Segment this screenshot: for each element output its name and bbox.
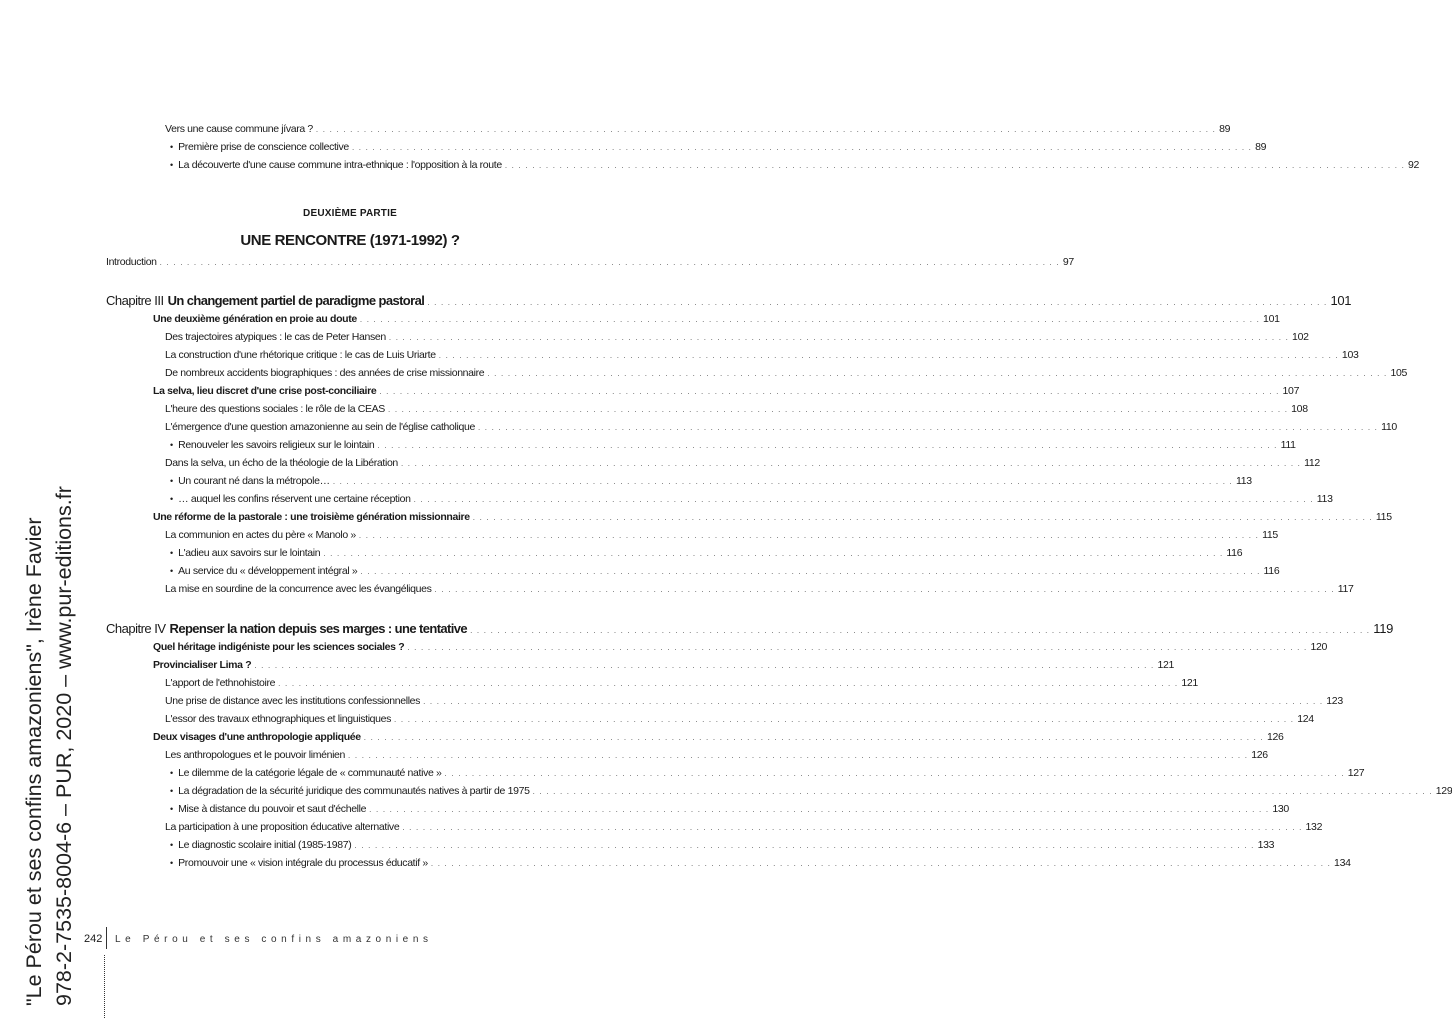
dot-leader: . . . . . . . . . . . . . . . . . . . . . . . . . . . . . . . . . . . . . . . . . . . . . . . . . . . . . . . . . . . . . . . . . . . . . . . . . . . . . . . . . . . . . . . . . . . . . . . . . . . . . . . . . . . . . . . . . . . . . . . . . . . . . . . . . . . . bbox=[430, 859, 1332, 868]
toc-entry-page: 120 bbox=[1310, 641, 1328, 653]
dot-leader: . . . . . . . . . . . . . . . . . . . . . . . . . . . . . . . . . . . . . . . . . . . . . . . . . . . . . . . . . . . . . . . . . . . . . . . . . . . . . . . . . . . . . . . . . . . . . . . . . . . . . . . . . . . . . . . . . . . . . . . . . . . . . . . . . . . . bbox=[315, 125, 1217, 134]
toc-entry-label: La découverte d'une cause commune intra-ethnique : l'opposition à la route bbox=[178, 159, 502, 171]
toc-entry bbox=[165, 348, 1359, 363]
dot-leader: . . . . . . . . . . . . . . . . . . . . . . . . . . . . . . . . . . . . . . . . . . . . . . . . . . . . . . . . . . . . . . . . . . . . . . . . . . . . . . . . . . . . . . . . . . . . . . . . . . . . . . . . . . . . . . . . . . . . . . . . . . . . . . . . . . . . bbox=[354, 841, 1255, 850]
toc-entry-label: L'émergence d'une question amazonienne au sein de l'église catholique bbox=[165, 421, 475, 433]
toc-entry-label: Renouveler les savoirs religieux sur le lointain bbox=[178, 439, 375, 451]
toc-entry bbox=[170, 564, 1280, 579]
toc-entry-page: 97 bbox=[1062, 256, 1074, 268]
toc-entry-label: L'apport de l'ethnohistoire bbox=[165, 677, 276, 689]
part-title: UNE RENCONTRE (1971-1992) ? bbox=[240, 232, 460, 249]
toc-entry-label: Un courant né dans la métropole… bbox=[178, 475, 330, 487]
dot-leader: . . . . . . . . . . . . . . . . . . . . . . . . . . . . . . . . . . . . . . . . . . . . . . . . . . . . . . . . . . . . . . . . . . . . . . . . . . . . . . . . . . . . . . . . . . . . . . . . . . . . . . . . . . . . . . . . . . . . . . . . . . . . . . . . . . . . bbox=[278, 679, 1179, 688]
toc-entry-page: 105 bbox=[1390, 367, 1408, 379]
chapter-number: Chapitre IV bbox=[106, 621, 166, 636]
toc-entry bbox=[170, 766, 1365, 781]
dot-leader: . . . . . . . . . . . . . . . . . . . . . . . . . . . . . . . . . . . . . . . . . . . . . . . . . . . . . . . . . . . . . . . . . . . . . . . . . . . . . . . . . . . . . . . . . . . . . . . . . . . . . . . . . . . . . . . . . . . . . . . . . . . . . . . . . . . . bbox=[159, 258, 1060, 267]
toc-entry-label: La communion en actes du père « Manolo » bbox=[165, 529, 356, 541]
toc-entry-page: 113 bbox=[1316, 493, 1333, 505]
part-label: DEUXIÈME PARTIE bbox=[303, 208, 397, 219]
toc-entry-label: Une prise de distance avec les institutions confessionnelles bbox=[165, 695, 421, 707]
bullet-icon: • bbox=[170, 160, 174, 170]
toc-entry-label: Introduction bbox=[106, 256, 157, 268]
toc-entry bbox=[170, 474, 1252, 489]
bullet-icon: • bbox=[170, 840, 174, 850]
dot-leader: . . . . . . . . . . . . . . . . . . . . . . . . . . . . . . . . . . . . . . . . . . . . . . . . . . . . . . . . . . . . . . . . . . . . . . . . . . . . . . . . . . . . . . . . . . . . . . . . . . . . . . . . . . . . . . . . . . . . . . . . . . . . . . . . . . . . bbox=[427, 298, 1328, 307]
toc-entry-label: Vers une cause commune jívara ? bbox=[165, 123, 313, 135]
toc-entry-label: L'heure des questions sociales : le rôle de la CEAS bbox=[165, 403, 385, 415]
chapter-title: Un changement partiel de paradigme pastoral bbox=[167, 293, 425, 308]
toc-entry-label: La selva, lieu discret d'une crise post-conciliaire bbox=[153, 385, 377, 397]
dot-leader: . . . . . . . . . . . . . . . . . . . . . . . . . . . . . . . . . . . . . . . . . . . . . . . . . . . . . . . . . . . . . . . . . . . . . . . . . . . . . . . . . . . . . . . . . . . . . . . . . . . . . . . . . . . . . . . . . . . . . . . . . . . . . . . . . . . . bbox=[351, 143, 1253, 152]
toc-entry-label: La mise en sourdine de la concurrence avec les évangéliques bbox=[165, 583, 432, 595]
running-title: Le Pérou et ses confins amazoniens bbox=[115, 934, 433, 945]
toc-entry bbox=[170, 140, 1267, 155]
toc-entry-label: Au service du « développement intégral » bbox=[178, 565, 358, 577]
toc-entry-page: 121 bbox=[1157, 659, 1175, 671]
dot-leader: . . . . . . . . . . . . . . . . . . . . . . . . . . . . . . . . . . . . . . . . . . . . . . . . . . . . . . . . . . . . . . . . . . . . . . . . . . . . . . . . . . . . . . . . . . . . . . . . . . . . . . . . . . . . . . . . . . . . . . . . . . . . . . . . . . . . bbox=[444, 769, 1345, 778]
toc-entry-page: 133 bbox=[1257, 839, 1275, 851]
bullet-icon: • bbox=[170, 858, 174, 868]
dot-leader: . . . . . . . . . . . . . . . . . . . . . . . . . . . . . . . . . . . . . . . . . . . . . . . . . . . . . . . . . . . . . . . . . . . . . . . . . . . . . . . . . . . . . . . . . . . . . . . . . . . . . . . . . . . . . . . . . . . . . . . . . . . . . . . . . . . . bbox=[438, 351, 1339, 360]
toc-entry bbox=[165, 748, 1268, 763]
dot-leader: . . . . . . . . . . . . . . . . . . . . . . . . . . . . . . . . . . . . . . . . . . . . . . . . . . . . . . . . . . . . . . . . . . . . . . . . . . . . . . . . . . . . . . . . . . . . . . . . . . . . . . . . . . . . . . . . . . . . . . . . . . . . . . . . . . . . bbox=[423, 697, 1324, 706]
side-citation-line1: "Le Pérou et ses confins amazoniens", Irène Favier bbox=[22, 517, 46, 1006]
dot-leader: . . . . . . . . . . . . . . . . . . . . . . . . . . . . . . . . . . . . . . . . . . . . . . . . . . . . . . . . . . . . . . . . . . . . . . . . . . . . . . . . . . . . . . . . . . . . . . . . . . . . . . . . . . . . . . . . . . . . . . . . . . . . . . . . . . . . bbox=[402, 823, 1303, 832]
dot-leader: . . . . . . . . . . . . . . . . . . . . . . . . . . . . . . . . . . . . . . . . . . . . . . . . . . . . . . . . . . . . . . . . . . . . . . . . . . . . . . . . . . . . . . . . . . . . . . . . . . . . . . . . . . . . . . . . . . . . . . . . . . . . . . . . . . . . bbox=[388, 333, 1290, 342]
toc-entry bbox=[170, 438, 1296, 453]
dot-leader: . . . . . . . . . . . . . . . . . . . . . . . . . . . . . . . . . . . . . . . . . . . . . . . . . . . . . . . . . . . . . . . . . . . . . . . . . . . . . . . . . . . . . . . . . . . . . . . . . . . . . . . . . . . . . . . . . . . . . . . . . . . . . . . . . . . . bbox=[348, 751, 1249, 760]
page-number: 242 bbox=[84, 933, 103, 945]
toc-entry bbox=[165, 712, 1314, 727]
bullet-icon: • bbox=[170, 566, 174, 576]
toc-entry bbox=[170, 802, 1289, 817]
toc-entry-page: 110 bbox=[1381, 421, 1397, 433]
dot-leader: . . . . . . . . . . . . . . . . . . . . . . . . . . . . . . . . . . . . . . . . . . . . . . . . . . . . . . . . . . . . . . . . . . . . . . . . . . . . . . . . . . . . . . . . . . . . . . . . . . . . . . . . . . . . . . . . . . . . . . . . . . . . . . . . . . . . bbox=[532, 787, 1433, 796]
toc-entry-page: 101 bbox=[1263, 313, 1280, 325]
dot-leader: . . . . . . . . . . . . . . . . . . . . . . . . . . . . . . . . . . . . . . . . . . . . . . . . . . . . . . . . . . . . . . . . . . . . . . . . . . . . . . . . . . . . . . . . . . . . . . . . . . . . . . . . . . . . . . . . . . . . . . . . . . . . . . . . . . . . bbox=[477, 423, 1379, 432]
toc-entry bbox=[153, 730, 1284, 745]
toc-entry bbox=[153, 384, 1300, 399]
toc-entry-page: 107 bbox=[1282, 385, 1300, 397]
toc-entry-label: L'essor des travaux ethnographiques et linguistiques bbox=[165, 713, 392, 725]
toc-entry bbox=[153, 658, 1175, 673]
toc-entry bbox=[170, 838, 1275, 853]
toc-entry-label: Une réforme de la pastorale : une troisième génération missionnaire bbox=[153, 511, 470, 523]
toc-entry bbox=[153, 312, 1280, 327]
bullet-icon: • bbox=[170, 548, 174, 558]
dot-leader: . . . . . . . . . . . . . . . . . . . . . . . . . . . . . . . . . . . . . . . . . . . . . . . . . . . . . . . . . . . . . . . . . . . . . . . . . . . . . . . . . . . . . . . . . . . . . . . . . . . . . . . . . . . . . . . . . . . . . . . . . . . . . . . . . . . . bbox=[254, 661, 1155, 670]
dot-leader: . . . . . . . . . . . . . . . . . . . . . . . . . . . . . . . . . . . . . . . . . . . . . . . . . . . . . . . . . . . . . . . . . . . . . . . . . . . . . . . . . . . . . . . . . . . . . . . . . . . . . . . . . . . . . . . . . . . . . . . . . . . . . . . . . . . . bbox=[504, 161, 1405, 170]
dot-leader: . . . . . . . . . . . . . . . . . . . . . . . . . . . . . . . . . . . . . . . . . . . . . . . . . . . . . . . . . . . . . . . . . . . . . . . . . . . . . . . . . . . . . . . . . . . . . . . . . . . . . . . . . . . . . . . . . . . . . . . . . . . . . . . . . . . . bbox=[358, 531, 1260, 540]
toc-entry-page: 129 bbox=[1435, 785, 1452, 797]
toc-entry bbox=[165, 122, 1231, 137]
toc-entry-page: 92 bbox=[1408, 159, 1420, 171]
bullet-icon: • bbox=[170, 494, 174, 504]
toc-entry-label: Quel héritage indigéniste pour les sciences sociales ? bbox=[153, 641, 405, 653]
toc-entry bbox=[165, 528, 1278, 543]
toc-entry bbox=[165, 330, 1309, 345]
toc-entry bbox=[165, 456, 1320, 471]
toc-entry-page: 103 bbox=[1341, 349, 1359, 361]
chapter-page: 119 bbox=[1373, 621, 1394, 636]
toc-entry bbox=[165, 420, 1397, 435]
dot-leader: . . . . . . . . . . . . . . . . . . . . . . . . . . . . . . . . . . . . . . . . . . . . . . . . . . . . . . . . . . . . . . . . . . . . . . . . . . . . . . . . . . . . . . . . . . . . . . . . . . . . . . . . . . . . . . . . . . . . . . . . . . . . . . . . . . . . bbox=[363, 733, 1264, 742]
toc-entry-label: La dégradation de la sécurité juridique des communautés natives à partir de 1975 bbox=[178, 785, 530, 797]
toc-entry-page: 126 bbox=[1266, 731, 1284, 743]
toc-entry-page: 123 bbox=[1326, 695, 1343, 707]
toc-entry-label: Le diagnostic scolaire initial (1985-1987) bbox=[178, 839, 352, 851]
toc-entry-label: Les anthropologues et le pouvoir liménien bbox=[165, 749, 346, 761]
dot-leader: . . . . . . . . . . . . . . . . . . . . . . . . . . . . . . . . . . . . . . . . . . . . . . . . . . . . . . . . . . . . . . . . . . . . . . . . . . . . . . . . . . . . . . . . . . . . . . . . . . . . . . . . . . . . . . . . . . . . . . . . . . . . . . . . . . . . bbox=[470, 626, 1371, 635]
toc-entry bbox=[165, 402, 1308, 417]
side-citation-line2: 978-2-7535-8004-6 – PUR, 2020 – www.pur-editions.fr bbox=[52, 486, 76, 1006]
dot-leader: . . . . . . . . . . . . . . . . . . . . . . . . . . . . . . . . . . . . . . . . . . . . . . . . . . . . . . . . . . . . . . . . . . . . . . . . . . . . . . . . . . . . . . . . . . . . . . . . . . . . . . . . . . . . . . . . . . . . . . . . . . . . . . . . . . . . bbox=[434, 585, 1335, 594]
toc-entry-label: Deux visages d'une anthropologie appliquée bbox=[153, 731, 361, 743]
chapter-page: 101 bbox=[1330, 293, 1352, 308]
toc-entry bbox=[153, 510, 1392, 525]
toc-entry bbox=[165, 820, 1323, 835]
toc-entry-label: Promouvoir une « vision intégrale du processus éducatif » bbox=[178, 857, 428, 869]
toc-entry bbox=[170, 492, 1333, 507]
toc-entry-page: 111 bbox=[1280, 439, 1296, 451]
dot-leader: . . . . . . . . . . . . . . . . . . . . . . . . . . . . . . . . . . . . . . . . . . . . . . . . . . . . . . . . . . . . . . . . . . . . . . . . . . . . . . . . . . . . . . . . . . . . . . . . . . . . . . . . . . . . . . . . . . . . . . . . . . . . . . . . . . . . bbox=[413, 495, 1314, 504]
toc-entry-label: Mise à distance du pouvoir et saut d'échelle bbox=[178, 803, 367, 815]
margin-dotted-rule bbox=[104, 955, 105, 1018]
bullet-icon: • bbox=[170, 476, 174, 486]
toc-entry-introduction bbox=[106, 255, 1074, 270]
toc-entry bbox=[170, 856, 1351, 871]
dot-leader: . . . . . . . . . . . . . . . . . . . . . . . . . . . . . . . . . . . . . . . . . . . . . . . . . . . . . . . . . . . . . . . . . . . . . . . . . . . . . . . . . . . . . . . . . . . . . . . . . . . . . . . . . . . . . . . . . . . . . . . . . . . . . . . . . . . . bbox=[407, 643, 1308, 652]
toc-entry-page: 130 bbox=[1272, 803, 1289, 815]
toc-entry-page: 117 bbox=[1337, 583, 1354, 595]
toc-entry bbox=[165, 676, 1198, 691]
toc-entry bbox=[170, 158, 1420, 173]
toc-entry-page: 89 bbox=[1219, 123, 1231, 135]
footer-divider bbox=[106, 927, 107, 949]
toc-entry bbox=[165, 694, 1343, 709]
toc-entry bbox=[170, 546, 1243, 561]
toc-entry-page: 115 bbox=[1375, 511, 1392, 523]
toc-entry-label: Le dilemme de la catégorie légale de « communauté native » bbox=[178, 767, 442, 779]
bullet-icon: • bbox=[170, 142, 174, 152]
toc-entry-page: 126 bbox=[1251, 749, 1268, 761]
toc-entry-page: 113 bbox=[1235, 475, 1252, 487]
toc-entry bbox=[165, 582, 1354, 597]
dot-leader: . . . . . . . . . . . . . . . . . . . . . . . . . . . . . . . . . . . . . . . . . . . . . . . . . . . . . . . . . . . . . . . . . . . . . . . . . . . . . . . . . . . . . . . . . . . . . . . . . . . . . . . . . . . . . . . . . . . . . . . . . . . . . . . . . . . . bbox=[360, 567, 1261, 576]
toc-entry-page: 102 bbox=[1292, 331, 1309, 343]
bullet-icon: • bbox=[170, 786, 174, 796]
chapter-number: Chapitre III bbox=[106, 293, 164, 308]
bullet-icon: • bbox=[170, 440, 174, 450]
toc-entry-label: … auquel les confins réservent une certaine réception bbox=[178, 493, 411, 505]
dot-leader: . . . . . . . . . . . . . . . . . . . . . . . . . . . . . . . . . . . . . . . . . . . . . . . . . . . . . . . . . . . . . . . . . . . . . . . . . . . . . . . . . . . . . . . . . . . . . . . . . . . . . . . . . . . . . . . . . . . . . . . . . . . . . . . . . . . . bbox=[359, 315, 1261, 324]
toc-entry-page: 108 bbox=[1291, 403, 1308, 415]
toc-entry bbox=[165, 366, 1408, 381]
toc-entry-label: Dans la selva, un écho de la théologie de la Libération bbox=[165, 457, 398, 469]
toc-entry-page: 134 bbox=[1334, 857, 1351, 869]
dot-leader: . . . . . . . . . . . . . . . . . . . . . . . . . . . . . . . . . . . . . . . . . . . . . . . . . . . . . . . . . . . . . . . . . . . . . . . . . . . . . . . . . . . . . . . . . . . . . . . . . . . . . . . . . . . . . . . . . . . . . . . . . . . . . . . . . . . . bbox=[323, 549, 1224, 558]
toc-entry-label: L'adieu aux savoirs sur le lointain bbox=[178, 547, 321, 559]
toc-entry-label: Des trajectoires atypiques : le cas de Peter Hansen bbox=[165, 331, 386, 343]
toc-entry-label: Une deuxième génération en proie au doute bbox=[153, 313, 357, 325]
dot-leader: . . . . . . . . . . . . . . . . . . . . . . . . . . . . . . . . . . . . . . . . . . . . . . . . . . . . . . . . . . . . . . . . . . . . . . . . . . . . . . . . . . . . . . . . . . . . . . . . . . . . . . . . . . . . . . . . . . . . . . . . . . . . . . . . . . . . bbox=[369, 805, 1270, 814]
toc-entry-page: 124 bbox=[1297, 713, 1314, 725]
dot-leader: . . . . . . . . . . . . . . . . . . . . . . . . . . . . . . . . . . . . . . . . . . . . . . . . . . . . . . . . . . . . . . . . . . . . . . . . . . . . . . . . . . . . . . . . . . . . . . . . . . . . . . . . . . . . . . . . . . . . . . . . . . . . . . . . . . . . bbox=[400, 459, 1302, 468]
toc-entry-label: De nombreux accidents biographiques : des années de crise missionnaire bbox=[165, 367, 485, 379]
dot-leader: . . . . . . . . . . . . . . . . . . . . . . . . . . . . . . . . . . . . . . . . . . . . . . . . . . . . . . . . . . . . . . . . . . . . . . . . . . . . . . . . . . . . . . . . . . . . . . . . . . . . . . . . . . . . . . . . . . . . . . . . . . . . . . . . . . . . bbox=[472, 513, 1373, 522]
toc-entry-label: Première prise de conscience collective bbox=[178, 141, 349, 153]
toc-entry-page: 127 bbox=[1347, 767, 1365, 779]
toc-entry-page: 132 bbox=[1305, 821, 1323, 833]
toc-entry-page: 121 bbox=[1181, 677, 1198, 689]
toc-entry-page: 89 bbox=[1255, 141, 1267, 153]
dot-leader: . . . . . . . . . . . . . . . . . . . . . . . . . . . . . . . . . . . . . . . . . . . . . . . . . . . . . . . . . . . . . . . . . . . . . . . . . . . . . . . . . . . . . . . . . . . . . . . . . . . . . . . . . . . . . . . . . . . . . . . . . . . . . . . . . . . . bbox=[487, 369, 1388, 378]
toc-entry-label: Provincialiser Lima ? bbox=[153, 659, 252, 671]
dot-leader: . . . . . . . . . . . . . . . . . . . . . . . . . . . . . . . . . . . . . . . . . . . . . . . . . . . . . . . . . . . . . . . . . . . . . . . . . . . . . . . . . . . . . . . . . . . . . . . . . . . . . . . . . . . . . . . . . . . . . . . . . . . . . . . . . . . . bbox=[394, 715, 1295, 724]
chapter-heading bbox=[106, 293, 1352, 311]
toc-entry-page: 116 bbox=[1226, 547, 1243, 559]
bullet-icon: • bbox=[170, 804, 174, 814]
chapter-heading bbox=[106, 621, 1394, 639]
toc-entry bbox=[170, 784, 1452, 799]
dot-leader: . . . . . . . . . . . . . . . . . . . . . . . . . . . . . . . . . . . . . . . . . . . . . . . . . . . . . . . . . . . . . . . . . . . . . . . . . . . . . . . . . . . . . . . . . . . . . . . . . . . . . . . . . . . . . . . . . . . . . . . . . . . . . . . . . . . . bbox=[379, 387, 1280, 396]
toc-entry-page: 115 bbox=[1262, 529, 1278, 541]
dot-leader: . . . . . . . . . . . . . . . . . . . . . . . . . . . . . . . . . . . . . . . . . . . . . . . . . . . . . . . . . . . . . . . . . . . . . . . . . . . . . . . . . . . . . . . . . . . . . . . . . . . . . . . . . . . . . . . . . . . . . . . . . . . . . . . . . . . . bbox=[332, 477, 1233, 486]
toc-entry-label: La construction d'une rhétorique critique : le cas de Luis Uriarte bbox=[165, 349, 436, 361]
toc-entry-page: 112 bbox=[1304, 457, 1320, 469]
bullet-icon: • bbox=[170, 768, 174, 778]
dot-leader: . . . . . . . . . . . . . . . . . . . . . . . . . . . . . . . . . . . . . . . . . . . . . . . . . . . . . . . . . . . . . . . . . . . . . . . . . . . . . . . . . . . . . . . . . . . . . . . . . . . . . . . . . . . . . . . . . . . . . . . . . . . . . . . . . . . . bbox=[377, 441, 1278, 450]
toc-entry bbox=[153, 640, 1328, 655]
dot-leader: . . . . . . . . . . . . . . . . . . . . . . . . . . . . . . . . . . . . . . . . . . . . . . . . . . . . . . . . . . . . . . . . . . . . . . . . . . . . . . . . . . . . . . . . . . . . . . . . . . . . . . . . . . . . . . . . . . . . . . . . . . . . . . . . . . . . bbox=[387, 405, 1289, 414]
toc-entry-label: La participation à une proposition éducative alternative bbox=[165, 821, 400, 833]
toc-entry-page: 116 bbox=[1263, 565, 1280, 577]
chapter-title: Repenser la nation depuis ses marges : une tentative bbox=[169, 621, 468, 636]
